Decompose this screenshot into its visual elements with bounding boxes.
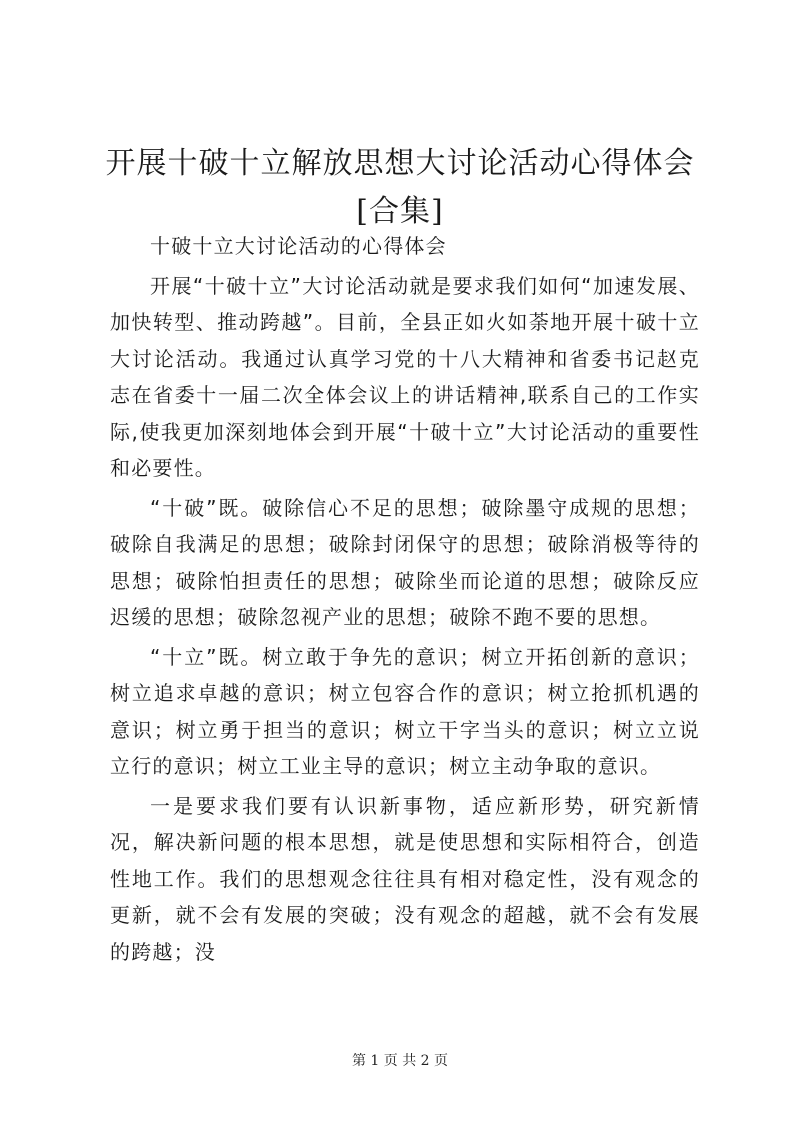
- page-footer: [0, 1050, 800, 1070]
- document-body: [110, 228, 700, 973]
- document-title: [100, 140, 700, 236]
- section-heading: 十破十立大讨论活动的心得体会: [150, 234, 447, 258]
- page-number: 第 1 页 共 2 页: [351, 1053, 449, 1069]
- body-paragraph: “十破”既。破除信心不足的思想；破除墨守成规的思想；破除自我满足的思想；破除封闭保守的思想；破除消极等待的思想；破除怕担责任的思想；破除坐而论道的思想；破除反应迟缓的思想；破除忽视产业的思想；破除不跑不要的思想。: [110, 495, 700, 629]
- body-paragraph: “十立”既。树立敢于争先的意识；树立开拓创新的意识；树立追求卓越的意识；树立包容合作的意识；树立抢抓机遇的意识；树立勇于担当的意识；树立干字当头的意识；树立立说立行的意识；树立工业主导的意识；树立主动争取的意识。: [110, 644, 700, 778]
- title-line-1: 开展十破十立解放思想大讨论活动心得体会: [105, 146, 695, 181]
- title-line-2: [合集]: [356, 194, 444, 229]
- body-paragraph: 一是要求我们要有认识新事物，适应新形势，研究新情况，解决新问题的根本思想，就是使思想和实际相符合，创造性地工作。我们的思想观念往往具有相对稳定性，没有观念的更新，就不会有发展的突破；没有观念的超越，就不会有发展的跨越；没: [110, 793, 700, 964]
- body-paragraph: 开展“十破十立”大讨论活动就是要求我们如何“加速发展、加快转型、推动跨越”。目前，全县正如火如荼地开展十破十立大讨论活动。我通过认真学习党的十八大精神和省委书记赵克志在省委十一届二次全体会议上的讲话精神,联系自己的工作实际,使我更加深刻地体会到开展“十破十立”大讨论活动的重要性和必要性。: [110, 273, 700, 480]
